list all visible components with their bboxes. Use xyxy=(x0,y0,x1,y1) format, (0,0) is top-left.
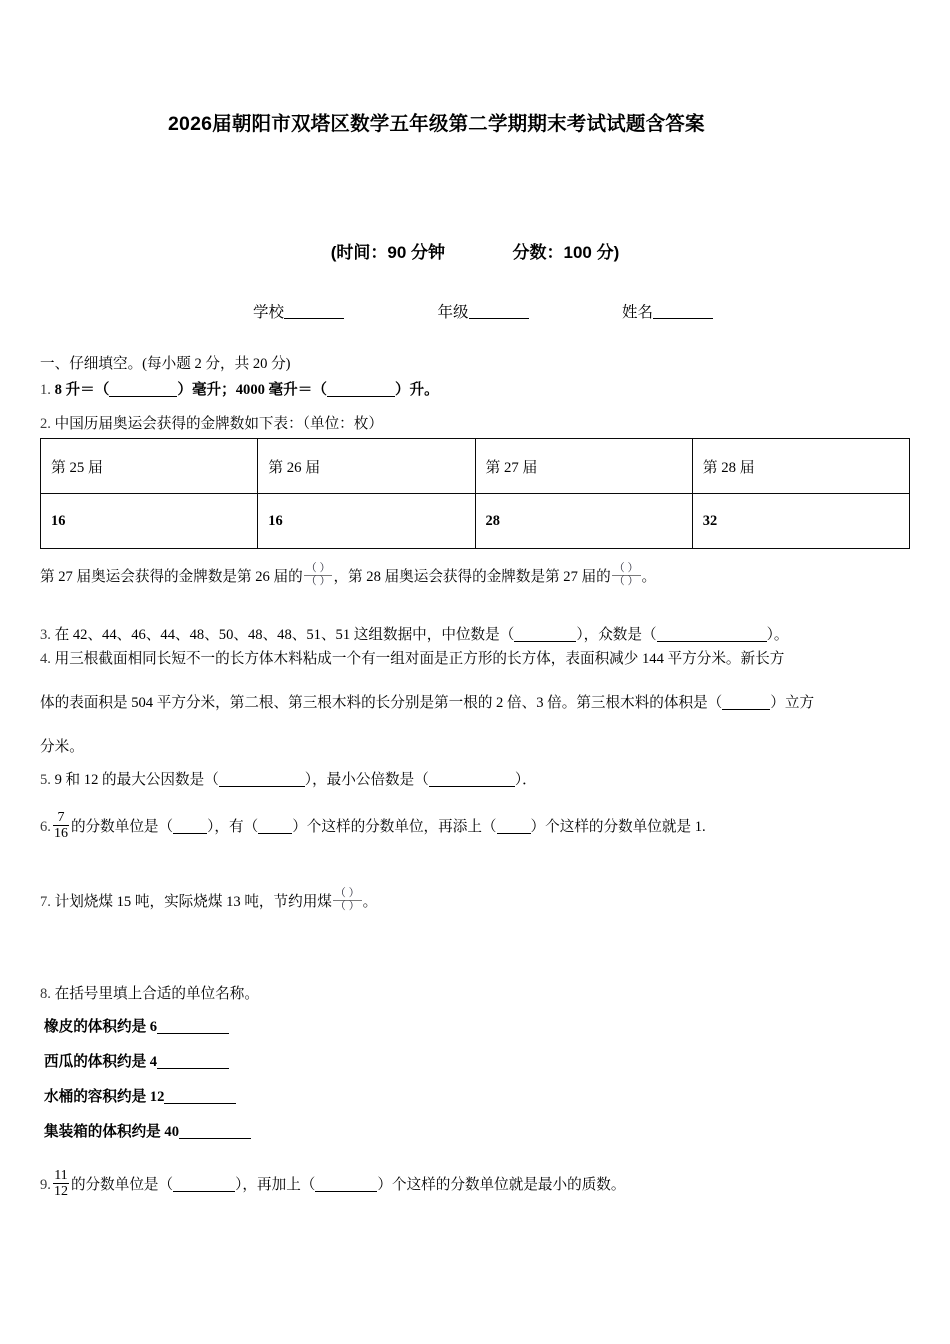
student-fields xyxy=(253,300,713,322)
question-8-number: 8. xyxy=(40,986,51,1002)
field-grade-blank[interactable] xyxy=(469,303,529,319)
exam-time: (时间：90 分钟 xyxy=(330,243,446,262)
fraction-7-16 xyxy=(53,810,69,841)
question-5 xyxy=(40,768,920,789)
question-9-number: 9. xyxy=(40,1177,51,1194)
fraction-blank-2[interactable] xyxy=(612,563,641,587)
question-8-item-3 xyxy=(44,1085,236,1106)
question-4-text-2a: 体的表面积是 504 平方分米，第二根、第三根木料的长分别是第一根的 2 倍、3 倍。第三根木料的体积是（ xyxy=(40,695,723,711)
fraction-11-12 xyxy=(53,1168,69,1199)
field-grade-label: 年级 xyxy=(437,304,469,321)
table-cell-value: 28 xyxy=(475,494,692,549)
question-2-followup-b: ，第 28 届奥运会获得的金牌数是第 27 届的 xyxy=(333,569,611,585)
question-8-item-2 xyxy=(44,1050,229,1071)
question-4-number: 4. xyxy=(40,651,51,667)
question-1-part-b: ）毫升；4000 毫升＝（ xyxy=(177,382,327,398)
question-2-number: 2. xyxy=(40,416,51,432)
fraction-denominator: 16 xyxy=(53,826,68,842)
question-1 xyxy=(40,378,920,399)
field-name xyxy=(622,300,713,322)
fraction-denominator: （ ） xyxy=(613,574,639,587)
question-7 xyxy=(40,887,920,914)
question-4-line-2 xyxy=(40,681,918,725)
fraction-denominator: （ ） xyxy=(334,899,360,912)
question-5-blank-1[interactable] xyxy=(219,774,305,787)
question-6-blank-3[interactable] xyxy=(497,821,531,834)
question-8-item-3-blank[interactable] xyxy=(164,1090,236,1104)
question-4-text-1: 用三根截面相同长短不一的长方体木料粘成一个有一组对面是正方形的长方体，表面积减少 144 平方分米。新长方 xyxy=(54,651,785,667)
question-8-item-2-label: 西瓜的体积约是 4 xyxy=(44,1054,158,1070)
question-8-text: 在括号里填上合适的单位名称。 xyxy=(54,986,259,1002)
question-2-text: 中国历届奥运会获得的金牌数如下表：（单位：枚） xyxy=(54,416,383,432)
question-9-blank-1[interactable] xyxy=(173,1179,235,1192)
question-8-item-4-blank[interactable] xyxy=(179,1125,251,1139)
table-row-header xyxy=(41,439,910,494)
question-5-part-c: ）． xyxy=(514,772,537,788)
field-name-blank[interactable] xyxy=(653,303,713,319)
question-6-blank-1[interactable] xyxy=(173,821,207,834)
table-header-cell: 第 27 届 xyxy=(475,439,692,494)
exam-score: 分数：100 分) xyxy=(512,243,620,262)
question-8 xyxy=(40,982,920,1003)
field-grade xyxy=(437,300,528,322)
question-2-followup-a: 第 27 届奥运会获得的金牌数是第 26 届的 xyxy=(40,569,303,585)
question-6-number: 6. xyxy=(40,819,51,836)
page-title: 2026届朝阳市双塔区数学五年级第二学期期末考试试题含答案 xyxy=(168,113,705,135)
question-9-blank-2[interactable] xyxy=(315,1179,377,1192)
fraction-numerator: （ ） xyxy=(305,562,331,575)
question-9-part-c: ）个这样的分数单位就是最小的质数。 xyxy=(377,1177,626,1194)
question-1-part-a: 8 升＝（ xyxy=(54,382,110,398)
question-2-followup xyxy=(40,562,920,589)
question-5-number: 5. xyxy=(40,772,51,788)
question-1-part-c: ）升。 xyxy=(394,382,439,398)
question-2-followup-c: 。 xyxy=(641,569,657,585)
field-school xyxy=(253,300,344,322)
fraction-blank-3[interactable] xyxy=(333,888,362,912)
question-6-blank-2[interactable] xyxy=(258,821,292,834)
question-7-number: 7. xyxy=(40,894,51,910)
exam-meta xyxy=(0,238,950,263)
question-1-number: 1. xyxy=(40,382,51,398)
table-header-cell: 第 25 届 xyxy=(41,439,258,494)
table-cell-value: 32 xyxy=(692,494,909,549)
question-4-line-3: 分米。 xyxy=(40,739,84,755)
fraction-numerator: （ ） xyxy=(613,562,639,575)
question-4-blank[interactable] xyxy=(722,697,770,710)
fraction-numerator: 11 xyxy=(54,1168,68,1183)
question-8-item-1-label: 橡皮的体积约是 6 xyxy=(44,1019,158,1035)
question-8-item-1-blank[interactable] xyxy=(157,1020,229,1034)
question-8-item-2-blank[interactable] xyxy=(157,1055,229,1069)
question-6-part-a: 的分数单位是（ xyxy=(70,819,174,836)
table-row xyxy=(41,494,910,549)
fraction-numerator: （ ） xyxy=(334,887,360,900)
question-8-item-3-label: 水桶的容积约是 12 xyxy=(44,1089,165,1105)
question-2 xyxy=(40,412,920,433)
question-8-item-1 xyxy=(44,1015,229,1036)
question-3-number: 3. xyxy=(40,627,51,643)
question-6 xyxy=(40,810,920,841)
fraction-blank-1[interactable] xyxy=(304,563,333,587)
fraction-numerator: 7 xyxy=(57,810,65,825)
table-cell-value: 16 xyxy=(41,494,258,549)
question-4-text-2b: ）立方 xyxy=(770,695,815,711)
table-header-cell: 第 28 届 xyxy=(692,439,909,494)
fraction-denominator: 12 xyxy=(53,1184,68,1200)
question-7-part-a: 计划烧煤 15 吨，实际烧煤 13 吨，节约用煤 xyxy=(54,894,332,910)
field-school-label: 学校 xyxy=(253,304,285,321)
question-1-blank-1[interactable] xyxy=(109,384,177,397)
question-5-part-b: ），最小公倍数是（ xyxy=(304,772,429,788)
question-3-part-a: 在 42、44、46、44、48、50、48、48、51、51 这组数据中，中位数是（ xyxy=(54,627,515,643)
question-9-part-a: 的分数单位是（ xyxy=(70,1177,174,1194)
question-8-item-4-label: 集装箱的体积约是 40 xyxy=(44,1124,179,1140)
question-8-item-4 xyxy=(44,1120,251,1141)
question-3-part-c: ）。 xyxy=(766,627,789,643)
question-5-part-a: 9 和 12 的最大公因数是（ xyxy=(54,772,219,788)
table-cell-value: 16 xyxy=(258,494,475,549)
field-name-label: 姓名 xyxy=(621,304,653,321)
question-5-blank-2[interactable] xyxy=(429,774,515,787)
table-header-cell: 第 26 届 xyxy=(258,439,475,494)
question-1-blank-2[interactable] xyxy=(327,384,395,397)
fraction-denominator: （ ） xyxy=(305,574,331,587)
question-4-line-1 xyxy=(40,637,918,681)
question-4 xyxy=(40,637,918,769)
question-7-part-b: 。 xyxy=(362,894,378,910)
olympic-medal-table xyxy=(40,438,910,549)
question-6-part-d: ）个这样的分数单位就是 1. xyxy=(530,819,706,836)
question-6-part-c: ）个这样的分数单位，再添上（ xyxy=(292,819,497,836)
question-3-part-b: ），众数是（ xyxy=(576,627,657,643)
question-9 xyxy=(40,1168,920,1199)
question-9-part-b: ），再加上（ xyxy=(235,1177,316,1194)
question-6-part-b: ），有（ xyxy=(207,819,259,836)
section-heading: 一、仔细填空。(每小题 2 分，共 20 分) xyxy=(40,356,291,372)
field-school-blank[interactable] xyxy=(284,303,344,319)
